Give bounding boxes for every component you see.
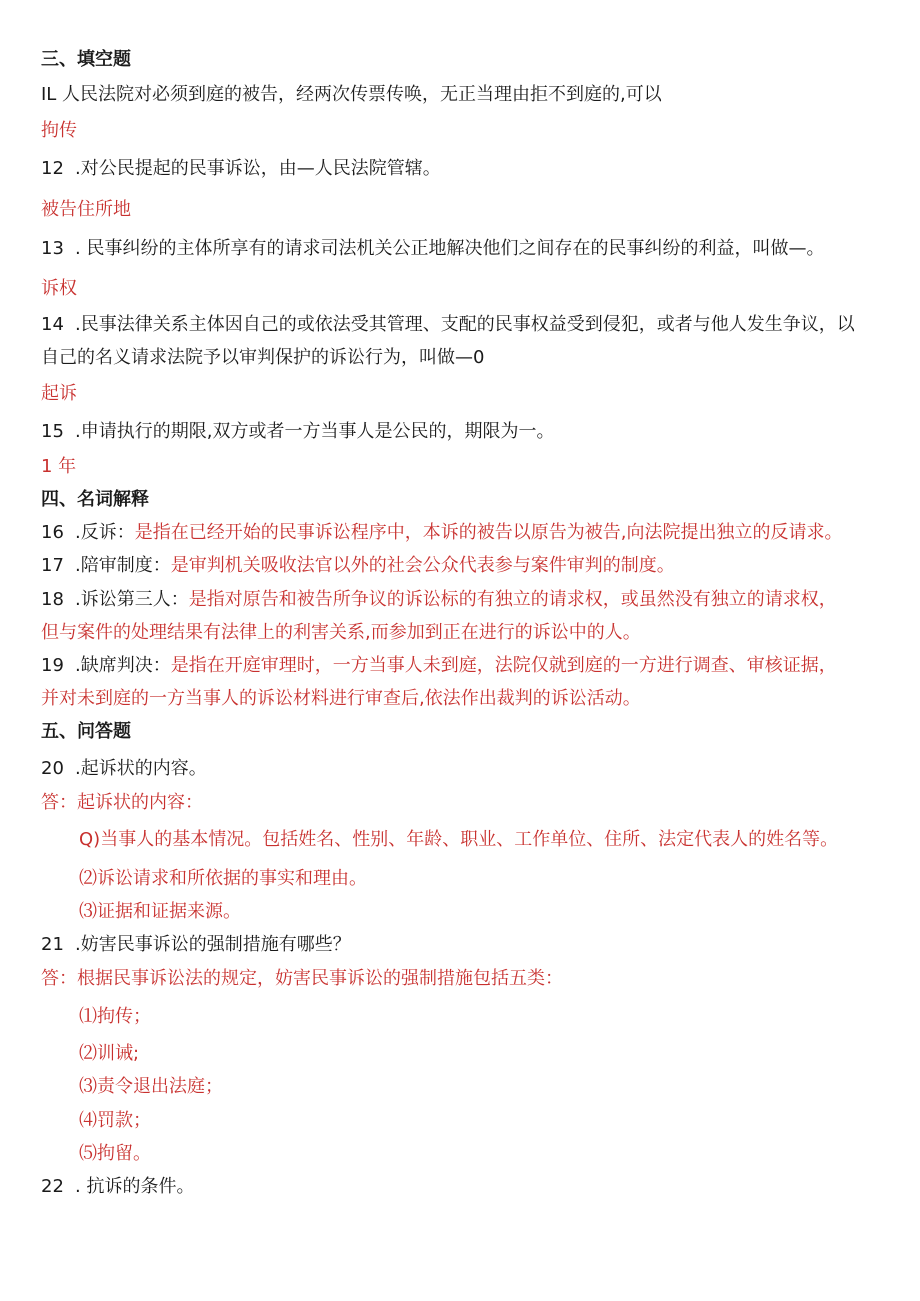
answer-21-item-4: ⑷罚款； — [79, 1110, 151, 1131]
term-definition: 是指对原告和被告所争议的诉讼标的有独立的请求权，或虽然没有独立的请求权， — [188, 589, 837, 610]
answer-21-item-2: ⑵训诫; — [79, 1043, 140, 1064]
question-20 — [41, 756, 207, 782]
question-number: 16 — [41, 522, 64, 543]
term-17 — [41, 553, 675, 579]
question-number: 14 — [41, 314, 64, 335]
question-number: 17 — [41, 555, 64, 576]
answer-20-item-1: Q)当事人的基本情况。包括姓名、性别、年龄、职业、工作单位、住所、法定代表人的姓名等。 — [79, 829, 839, 850]
question-text: .民事法律关系主体因自己的或依法受其管理、支配的民事权益受到侵犯，或者与他人发生争议，以 — [75, 314, 855, 335]
answer-20-intro: 答：起诉状的内容： — [41, 792, 203, 813]
question-number: 21 — [41, 934, 64, 955]
answer-20-item-3: ⑶证据和证据来源。 — [79, 901, 241, 922]
answer-21-item-3: ⑶责令退出法庭； — [79, 1076, 223, 1097]
question-21 — [41, 932, 351, 958]
question-14-cont: 自己的名义请求法院予以审判保护的诉讼行为，叫做—0 — [41, 347, 485, 368]
question-number: 13 — [41, 238, 64, 259]
term-label: .反诉： — [75, 522, 135, 543]
question-15 — [41, 419, 554, 445]
answer-15: 1 年 — [41, 456, 77, 477]
term-definition: 是指在已经开始的民事诉讼程序中，本诉的被告以原告为被告,向法院提出独立的反请求。 — [134, 522, 843, 543]
section-heading-qa: 五、问答题 — [41, 721, 131, 742]
term-19-cont: 并对未到庭的一方当事人的诉讼材料进行审查后,依法作出裁判的诉讼活动。 — [41, 688, 641, 709]
question-text: . 抗诉的条件。 — [75, 1176, 195, 1197]
question-text: .起诉状的内容。 — [75, 758, 207, 779]
section-heading-fill-in: 三、填空题 — [41, 49, 131, 70]
term-18-cont: 但与案件的处理结果有法律上的利害关系,而参加到正在进行的诉讼中的人。 — [41, 622, 641, 643]
question-number: 22 — [41, 1176, 64, 1197]
question-13 — [41, 236, 824, 262]
term-19 — [41, 653, 837, 679]
answer-21-item-5: ⑸拘留。 — [79, 1143, 151, 1164]
question-14 — [41, 312, 855, 338]
answer-21-item-1: ⑴拘传； — [79, 1006, 151, 1027]
question-text: . 民事纠纷的主体所享有的请求司法机关公正地解决他们之间存在的民事纠纷的利益，叫做—。 — [75, 238, 825, 259]
question-text: .对公民提起的民事诉讼，由—人民法院管辖。 — [75, 158, 441, 179]
question-number: 20 — [41, 758, 64, 779]
term-label: .陪审制度： — [75, 555, 171, 576]
answer-11: 拘传 — [41, 120, 77, 141]
answer-13: 诉权 — [41, 278, 77, 299]
term-16 — [41, 520, 842, 546]
question-11: IL 人民法院对必须到庭的被告，经两次传票传唤，无正当理由拒不到庭的,可以 — [41, 84, 662, 105]
term-label: .诉讼第三人： — [75, 589, 189, 610]
term-18 — [41, 587, 837, 613]
question-text: .妨害民事诉讼的强制措施有哪些？ — [75, 934, 351, 955]
answer-12: 被告住所地 — [41, 199, 131, 220]
section-heading-terms: 四、名词解释 — [41, 489, 149, 510]
answer-21-intro: 答：根据民事诉讼法的规定，妨害民事诉讼的强制措施包括五类： — [41, 968, 563, 989]
answer-20-item-2: ⑵诉讼请求和所依据的事实和理由。 — [79, 868, 367, 889]
question-22 — [41, 1174, 194, 1200]
question-number: 15 — [41, 421, 64, 442]
term-label: .缺席判决： — [75, 655, 171, 676]
question-12 — [41, 156, 441, 182]
term-definition: 是审判机关吸收法官以外的社会公众代表参与案件审判的制度。 — [170, 555, 675, 576]
term-definition: 是指在开庭审理时，一方当事人未到庭，法院仅就到庭的一方进行调查、审核证据， — [170, 655, 837, 676]
question-number: 18 — [41, 589, 64, 610]
question-number: 12 — [41, 158, 64, 179]
question-text: .申请执行的期限,双方或者一方当事人是公民的，期限为一。 — [75, 421, 555, 442]
question-number: 19 — [41, 655, 64, 676]
answer-14: 起诉 — [41, 383, 77, 404]
